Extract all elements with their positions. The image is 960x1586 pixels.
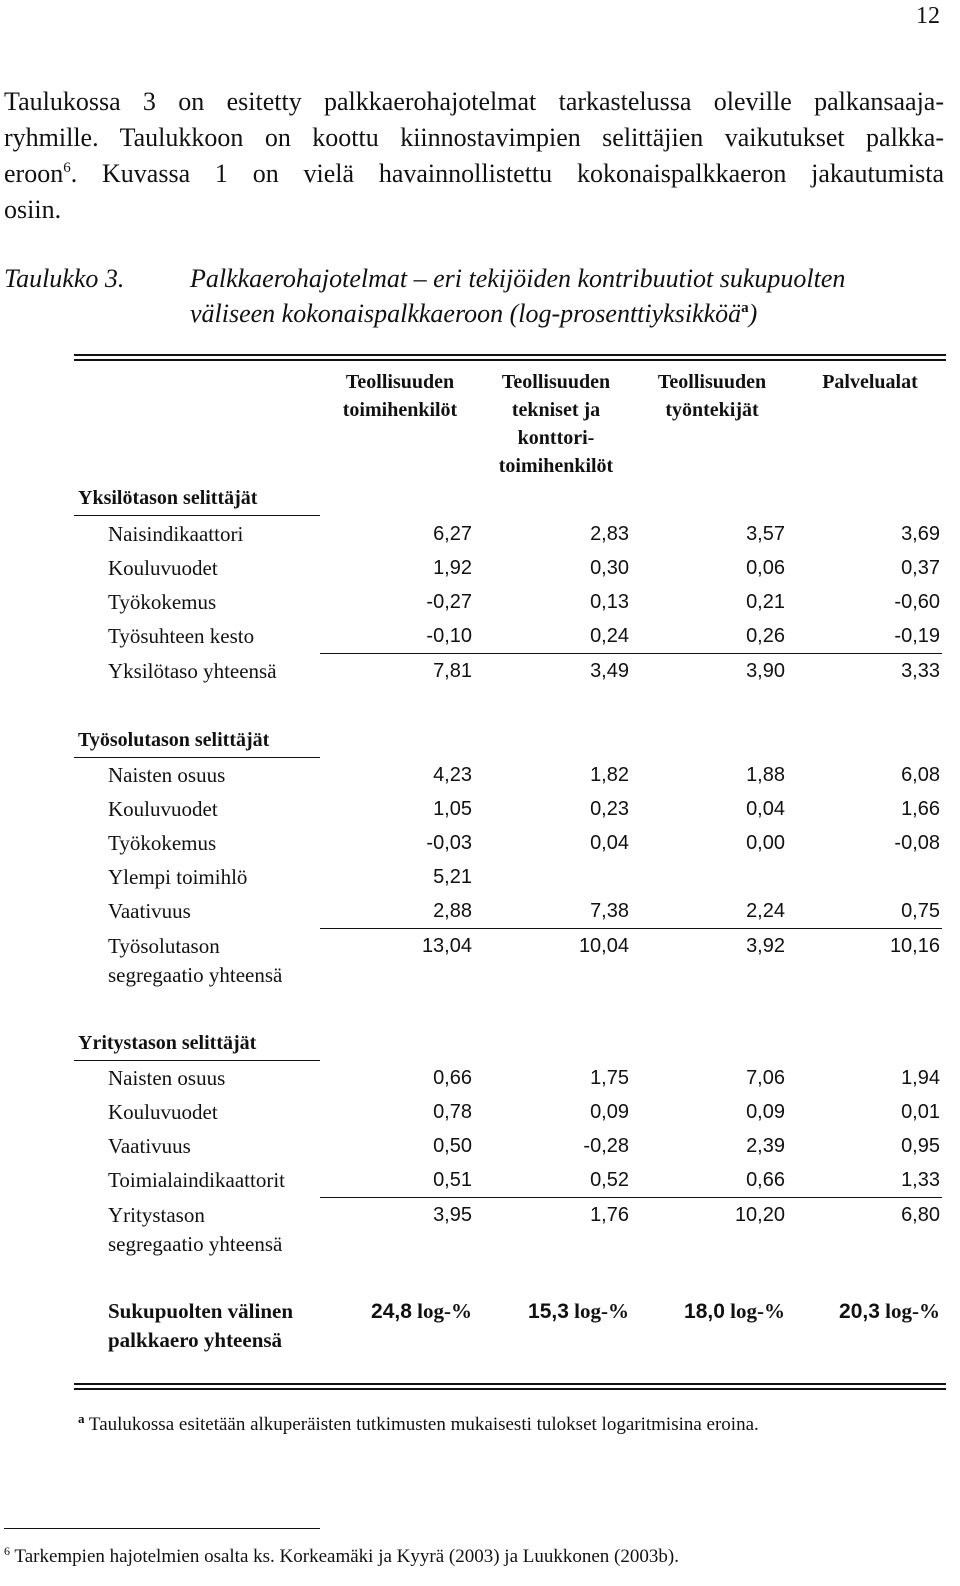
footnote-separator [4,1528,320,1529]
table-bottom-rule-1 [74,1383,946,1385]
subtotal-rule-workcell [320,928,942,929]
table-top-rule-2 [74,359,946,361]
col-header-1: Teollisuuden toimihenkilöt [342,371,458,421]
table-cell: 0,52 [590,1169,629,1191]
grand-total-cell: 18,0 log-% [684,1299,785,1323]
table-cell: -0,28 [583,1135,629,1157]
grand-total-label: Sukupuolten välinen palkkaero yhteensä [108,1299,294,1352]
intro-line-3: eroon$^6$. Kuvassa 1 on vielä havainnollistettu kokonaispalkkaeron jakautumista [4,159,945,188]
table-cell: 1,88 [746,764,785,786]
section-rule-individual [74,515,320,516]
subtotal-rule-individual [320,653,942,654]
subtotal-rule-company [320,1197,942,1198]
col-header-3: Teollisuuden työntekijät [657,371,767,421]
table-caption-line-2: väliseen kokonaispalkkaeroon (log-prosenttiyksikköä$^a$) [190,299,758,328]
section-rule-workcell [74,757,320,758]
table-cell: 2,83 [590,523,629,545]
table-cell: 2,24 [746,900,785,922]
table-cell: 10,16 [889,935,940,957]
table-top-rule-1 [74,354,946,356]
table-cell: -0,60 [894,591,940,613]
table-cell: 0,04 [746,798,785,820]
table-caption-line-1: Palkkaerohajotelmat – eri tekijöiden kontribuutiot sukupuolten [190,264,846,293]
table-cell: -0,10 [426,625,472,647]
table-cell: 6,27 [433,523,472,545]
intro-line-4: osiin. [4,195,62,224]
row-label: Työkokemus [108,590,217,614]
table-cell: 3,92 [746,935,785,957]
row-label: Vaativuus [108,899,191,923]
table-cell: 0,04 [590,832,629,854]
table-cell: 0,23 [590,798,629,820]
table-cell: 1,92 [433,557,472,579]
intro-line-2: ryhmille. Taulukkoon on koottu kiinnostavimpien selittäjien vaikutukset palkka- [4,123,944,152]
table-cell: 0,13 [590,591,629,613]
footnote-ref-6: 6 [63,160,71,176]
table-cell: 10,04 [578,935,629,957]
row-label: Kouluvuodet [108,1100,218,1124]
table-cell: 6,08 [901,764,940,786]
section-title-workcell: Työsolutason selittäjät [78,729,270,751]
row-label: Työsuhteen kesto [108,624,255,648]
row-label: Kouluvuodet [108,797,218,821]
table-cell: 1,66 [901,798,940,820]
table-note-ref: a [78,1411,85,1426]
table-cell: 0,95 [901,1135,940,1157]
table-label: Taulukko 3. [4,264,125,293]
table-cell: 0,26 [746,625,785,647]
table-cell: 7,38 [590,900,629,922]
intro-line-1: Taulukossa 3 on esitetty palkkaerohajotelmat tarkastelussa oleville palkansaaja- [4,87,944,116]
table-bottom-rule-2 [74,1388,946,1390]
table-cell: 0,30 [590,557,629,579]
table-cell: 1,33 [901,1169,940,1191]
table-cell: 0,01 [901,1101,940,1123]
row-label: Kouluvuodet [108,556,218,580]
table-cell: -0,19 [894,625,940,647]
grand-total-cell: 24,8 log-% [371,1299,472,1323]
row-label: Työkokemus [108,831,217,855]
col-header-2: Teollisuuden tekniset ja konttori-toimihenkilöt [498,371,614,477]
row-label: Vaativuus [108,1134,191,1158]
table-cell: 3,95 [433,1204,472,1226]
row-label: segregaatio yhteensä [108,1232,283,1256]
row-label: Ylempi toimihlö [108,865,248,889]
table-cell: 1,05 [433,798,472,820]
grand-total-cell: 15,3 log-% [528,1299,629,1323]
table-cell: 6,80 [901,1204,940,1226]
table-cell: 0,21 [746,591,785,613]
table-cell: 3,49 [590,660,629,682]
row-label: Toimialaindikaattorit [108,1168,285,1192]
table-cell: 0,09 [590,1101,629,1123]
table-cell: 4,23 [433,764,472,786]
table-cell: -0,08 [894,832,940,854]
row-label: segregaatio yhteensä [108,963,283,987]
table-cell: 1,75 [590,1067,629,1089]
section-title-individual: Yksilötason selittäjät [78,487,258,509]
table-cell: 7,06 [746,1067,785,1089]
table-cell: -0,27 [426,591,472,613]
table-cell: 0,09 [746,1101,785,1123]
row-label: Naisten osuus [108,1066,226,1090]
table-cell: 0,24 [590,625,629,647]
table-cell: 2,88 [433,900,472,922]
table-cell: 3,33 [901,660,940,682]
table-cell: 10,20 [734,1204,785,1226]
table-cell: 1,82 [590,764,629,786]
table-cell: 0,00 [746,832,785,854]
footnote: $^6$ Tarkempien hajotelmien osalta ks. Korkeamäki ja Kyyrä (2003) ja Luukkonen (2003b). [4,1544,679,1567]
table-cell: 2,39 [746,1135,785,1157]
row-label: Yritystason [108,1203,205,1227]
footnote-number: 6 [4,1544,10,1558]
table-cell: 0,75 [901,900,940,922]
page-number: 12 [916,3,940,29]
table-note: $^a$ Taulukossa esitetään alkuperäisten tutkimusten mukaisesti tulokset logaritmisina eroina. [78,1411,759,1435]
col-header-4: Palvelualat [822,371,918,393]
table-cell: 5,21 [433,866,472,888]
table-cell: 7,81 [433,660,472,682]
table-cell: 3,90 [746,660,785,682]
table-cell: 1,94 [901,1067,940,1089]
table-cell: -0,03 [426,832,472,854]
intro-paragraph [4,84,944,228]
table-cell: 0,06 [746,557,785,579]
table-cell: 1,76 [590,1204,629,1226]
row-label: Työsolutason [108,934,220,958]
grand-total-cell: 20,3 log-% [839,1299,940,1323]
table-cell: 13,04 [421,935,472,957]
table-cell: 0,37 [901,557,940,579]
table-cell: 3,69 [901,523,940,545]
table-cell: 0,50 [433,1135,472,1157]
section-rule-company [74,1060,320,1061]
row-label: Yksilötaso yhteensä [108,659,277,683]
row-label: Naisten osuus [108,763,226,787]
table-cell: 3,57 [746,523,785,545]
section-title-company: Yritystason selittäjät [78,1032,257,1054]
table-cell: 0,66 [433,1067,472,1089]
row-label: Naisindikaattori [108,522,244,546]
caption-note-ref: a [741,300,749,316]
table-cell: 0,78 [433,1101,472,1123]
table-cell: 0,66 [746,1169,785,1191]
table-cell: 0,51 [433,1169,472,1191]
